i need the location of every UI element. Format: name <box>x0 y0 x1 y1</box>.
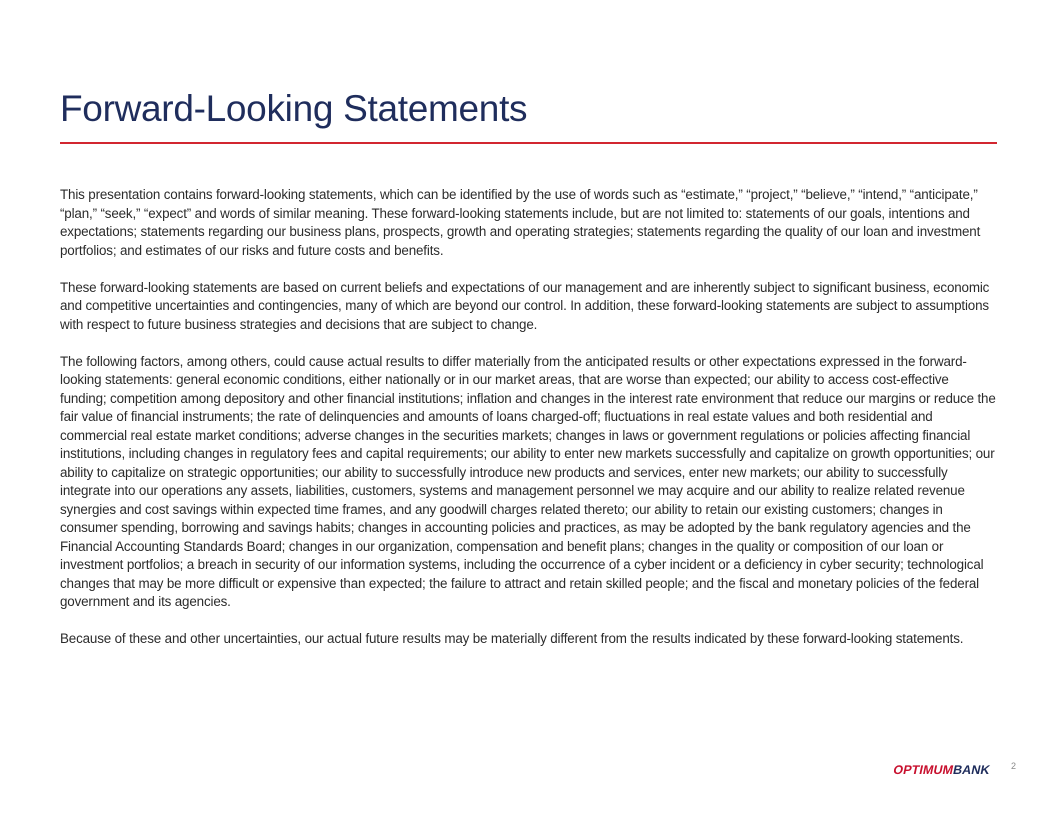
paragraph-beliefs: These forward-looking statements are based on current beliefs and expectations of our management and are inherently subject to significant business, economic and competitive uncertainties and contingencies, many of which are beyond our control. In addition, these forward-looking statements are subject to assumptions with respect to future business strategies and decisions that are subject to change. <box>60 279 990 332</box>
logo-optimum-text: OPTIMUM <box>892 763 955 777</box>
optimumbank-logo <box>892 759 992 777</box>
page-number: 2 <box>1011 761 1017 771</box>
page-title: Forward-Looking Statements <box>60 88 528 129</box>
disclaimer-body <box>60 186 998 649</box>
title-divider <box>60 142 997 144</box>
logo-bank-text: BANK <box>951 763 992 777</box>
paragraph-conclusion: Because of these and other uncertainties, our actual future results may be materially different from the results indicated by these forward-looking statements. <box>60 631 964 646</box>
paragraph-intro: This presentation contains forward-looking statements, which can be identified by the use of words such as “estimate,” “project,” “believe,” “intend,” “anticipate,” “plan,” “seek,” “expect” and words of similar meaning. These forward-looking statements include, but are not limited to: statements of our goals, intentions and expectations; statements regarding our business plans, prospects, growth and operating strategies; statements regarding the quality of our loan and investment portfolios; and estimates of our risks and future costs and benefits. <box>60 187 981 258</box>
paragraph-risk-factors: The following factors, among others, could cause actual results to differ materially from the anticipated results or other expectations expressed in the forward-looking statements: general economic conditions, either nationally or in our market areas, that are worse than expected; our ability to access cost-effective funding; competition among depository and other financial institutions; inflation and changes in the interest rate environment that reduce our margins or reduce the fair value of financial instruments; the rate of delinquencies and amounts of loans charged-off; fluctuations in real estate values and both residential and commercial real estate market conditions; adverse changes in the securities markets; changes in laws or government regulations or policies affecting financial institutions, including changes in regulatory fees and capital requirements; our ability to enter new markets successfully and capitalize on growth opportunities; our ability to capitalize on strategic opportunities; our ability to successfully introduce new products and services, enter new markets; our ability to successfully integrate into our operations any assets, liabilities, customers, systems and management personnel we may acquire and our ability to realize related revenue synergies and cost savings within expected time frames, and any goodwill charges related thereto; our ability to retain our existing customers; changes in consumer spending, borrowing and savings habits; changes in accounting policies and practices, as may be adopted by the bank regulatory agencies and the Financial Accounting Standards Board; changes in our organization, compensation and benefit plans; changes in the quality or composition of our loan or investment portfolios; a breach in security of our information systems, including the occurrence of a cyber incident or a deficiency in cyber security; technological changes that may be more difficult or expensive than expected; the failure to attract and retain skilled people; and the fiscal and monetary policies of the federal government and its agencies. <box>60 353 996 609</box>
